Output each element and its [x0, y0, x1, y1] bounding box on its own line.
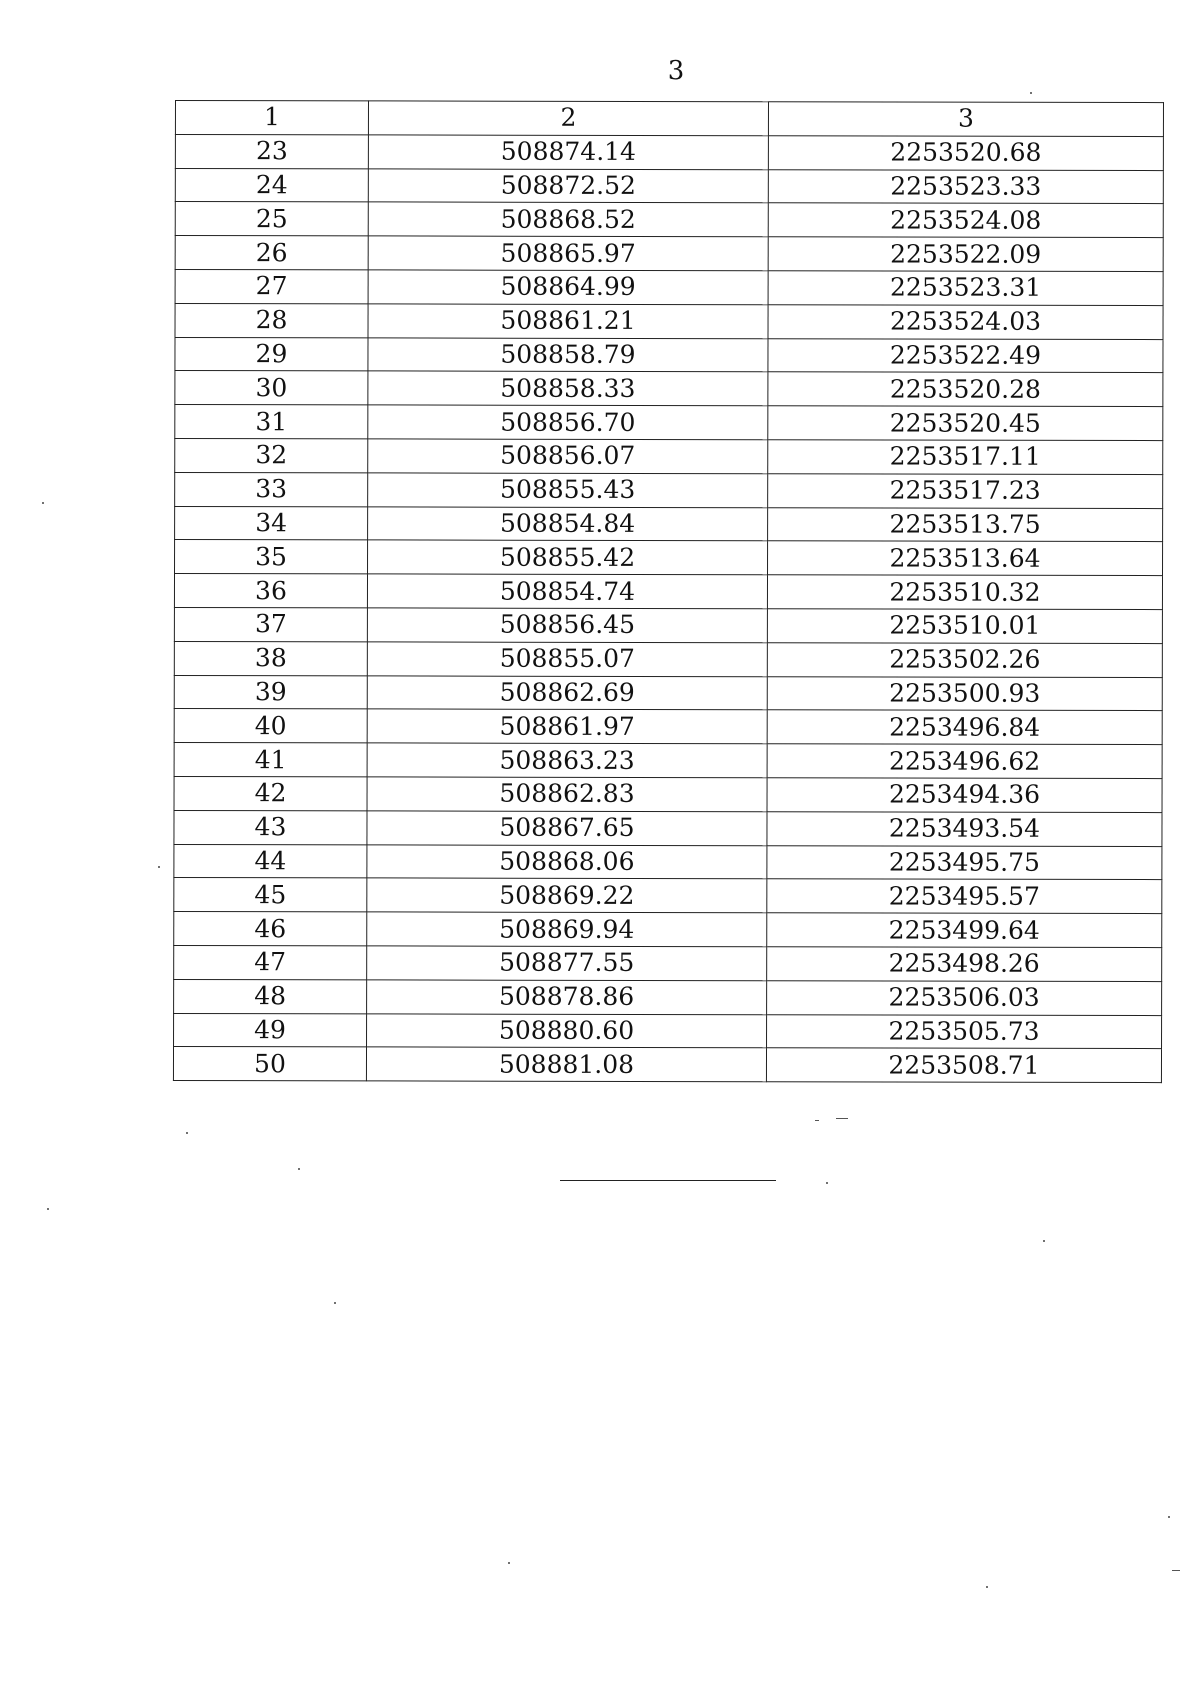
table-cell-col-3: 2253494.36 [767, 778, 1162, 813]
table-cell-col-1: 33 [175, 472, 368, 506]
table-row [175, 337, 1163, 373]
table-cell-col-1: 50 [173, 1047, 366, 1081]
table-cell-col-3: 2253513.75 [768, 507, 1163, 542]
scan-dash [815, 1120, 819, 1121]
table-cell-col-2: 508864.99 [368, 270, 768, 305]
table-cell-col-1: 29 [175, 337, 368, 371]
table-cell-col-3: 2253522.49 [768, 338, 1163, 373]
table-cell-col-2: 508878.86 [367, 980, 767, 1015]
scan-speck [1168, 1516, 1170, 1518]
table-cell-col-2: 508856.07 [368, 439, 768, 474]
scan-speck [826, 1182, 828, 1184]
table-cell-col-1: 38 [174, 641, 367, 675]
table-cell-col-3: 2253505.73 [767, 1014, 1162, 1049]
table-cell-col-2: 508865.97 [368, 236, 768, 271]
table-cell-col-1: 49 [174, 1013, 367, 1047]
table-cell-col-1: 41 [174, 743, 367, 777]
table-row [174, 912, 1162, 948]
table-cell-col-2: 508869.94 [367, 912, 767, 947]
table-cell-col-2: 508863.23 [367, 743, 767, 778]
table-cell-col-1: 26 [175, 236, 368, 270]
table-cell-col-2: 508855.43 [368, 473, 768, 508]
scan-dash [836, 1118, 848, 1119]
table-cell-col-3: 2253495.57 [767, 879, 1162, 914]
scan-speck [298, 1168, 300, 1170]
scan-speck [158, 866, 160, 868]
table-row [174, 1013, 1162, 1049]
table-cell-col-2: 508872.52 [368, 168, 768, 203]
table-cell-col-1: 48 [174, 979, 367, 1013]
table-row [175, 506, 1163, 542]
scan-speck [1043, 1240, 1045, 1242]
table-cell-col-1: 45 [174, 878, 367, 912]
column-header-2: 2 [368, 101, 768, 136]
table-row [175, 303, 1163, 339]
table-row [175, 202, 1163, 238]
scan-speck [986, 1586, 988, 1588]
table-row [175, 134, 1163, 170]
table-row [174, 607, 1162, 643]
table-cell-col-3: 2253502.26 [767, 642, 1162, 677]
table-cell-col-2: 508858.79 [368, 337, 768, 372]
scan-speck [508, 1562, 510, 1564]
table-cell-col-2: 508877.55 [367, 946, 767, 981]
table-cell-col-2: 508854.84 [368, 506, 768, 541]
scan-speck [334, 1302, 336, 1304]
table-row [174, 641, 1162, 677]
table-row [175, 540, 1163, 576]
table-cell-col-3: 2253520.45 [768, 406, 1163, 441]
table-cell-col-1: 25 [175, 202, 368, 236]
table-cell-col-1: 24 [175, 168, 368, 202]
column-header-1: 1 [175, 101, 368, 135]
table-cell-col-3: 2253499.64 [767, 913, 1162, 948]
table-cell-col-1: 23 [175, 134, 368, 168]
table-row [174, 844, 1162, 880]
table-cell-col-1: 40 [174, 709, 367, 743]
table-row [175, 236, 1163, 272]
table-row [175, 472, 1163, 508]
table-cell-col-2: 508869.22 [367, 878, 767, 913]
scan-dash [1172, 1570, 1180, 1571]
table-cell-col-1: 35 [175, 540, 368, 574]
table-cell-col-3: 2253506.03 [767, 980, 1162, 1015]
table-cell-col-2: 508858.33 [368, 371, 768, 406]
table-cell-col-2: 508856.70 [368, 405, 768, 440]
table-row [175, 438, 1163, 474]
table-row [175, 371, 1163, 407]
table-cell-col-1: 31 [175, 405, 368, 439]
table-cell-col-2: 508868.52 [368, 202, 768, 237]
table-row [174, 810, 1162, 846]
table-cell-col-3: 2253510.32 [767, 575, 1162, 610]
table-body [173, 134, 1163, 1082]
table-cell-col-3: 2253523.33 [768, 169, 1163, 204]
table-cell-col-1: 36 [174, 574, 367, 608]
table-row [173, 1047, 1161, 1083]
table-cell-col-3: 2253522.09 [768, 237, 1163, 272]
table-cell-col-3: 2253496.84 [767, 710, 1162, 745]
table-cell-col-1: 47 [174, 945, 367, 979]
table-row [175, 168, 1163, 204]
table-cell-col-2: 508861.97 [367, 709, 767, 744]
table-cell-col-3: 2253493.54 [767, 811, 1162, 846]
table-row [174, 675, 1162, 711]
table-cell-col-1: 28 [175, 303, 368, 337]
table-cell-col-2: 508854.74 [367, 574, 767, 609]
table-cell-col-2: 508880.60 [367, 1013, 767, 1048]
table-cell-col-2: 508881.08 [366, 1047, 766, 1082]
column-header-3: 3 [768, 102, 1163, 137]
table-cell-col-1: 37 [174, 607, 367, 641]
scan-speck [42, 502, 44, 504]
table-row [174, 709, 1162, 745]
table-cell-col-1: 44 [174, 844, 367, 878]
table-cell-col-3: 2253517.23 [768, 474, 1163, 509]
table-cell-col-3: 2253510.01 [767, 609, 1162, 644]
table-row [174, 743, 1162, 779]
table-cell-col-1: 34 [175, 506, 368, 540]
table-row [174, 979, 1162, 1015]
scan-speck [186, 1132, 188, 1134]
table-cell-col-3: 2253524.03 [768, 305, 1163, 340]
table-cell-col-2: 508855.42 [368, 540, 768, 575]
table-cell-col-2: 508856.45 [367, 608, 767, 643]
page-number: 3 [667, 56, 685, 86]
table-cell-col-3: 2253495.75 [767, 845, 1162, 880]
table-cell-col-3: 2253517.11 [768, 440, 1163, 475]
table-cell-col-2: 508867.65 [367, 811, 767, 846]
table-cell-col-3: 2253508.71 [766, 1048, 1161, 1083]
table-cell-col-2: 508862.69 [367, 675, 767, 710]
table-row [175, 405, 1163, 441]
table-cell-col-3: 2253520.28 [768, 372, 1163, 407]
table-cell-col-1: 43 [174, 810, 367, 844]
table-header-row [175, 101, 1163, 137]
table-cell-col-3: 2253500.93 [767, 676, 1162, 711]
table-cell-col-3: 2253513.64 [768, 541, 1163, 576]
table-cell-col-3: 2253498.26 [767, 947, 1162, 982]
table-cell-col-3: 2253524.08 [768, 203, 1163, 238]
table-cell-col-1: 39 [174, 675, 367, 709]
table-row [174, 878, 1162, 914]
table-cell-col-3: 2253496.62 [767, 744, 1162, 779]
scan-speck [47, 1208, 49, 1210]
table-cell-col-2: 508862.83 [367, 777, 767, 812]
table-cell-col-3: 2253523.31 [768, 271, 1163, 306]
table-cell-col-1: 46 [174, 912, 367, 946]
table-cell-col-1: 30 [175, 371, 368, 405]
table-cell-col-2: 508855.07 [367, 642, 767, 677]
table-cell-col-1: 42 [174, 776, 367, 810]
table-row [174, 574, 1162, 610]
table-row [174, 776, 1162, 812]
table-row [174, 945, 1162, 981]
table-cell-col-2: 508861.21 [368, 304, 768, 339]
table-cell-col-2: 508868.06 [367, 844, 767, 879]
table-cell-col-2: 508874.14 [368, 135, 768, 170]
coordinates-table [173, 100, 1164, 1083]
table-cell-col-3: 2253520.68 [768, 136, 1163, 171]
table-cell-col-1: 32 [175, 438, 368, 472]
table-cell-col-1: 27 [175, 269, 368, 303]
scan-speck [1030, 92, 1032, 94]
end-rule [560, 1180, 776, 1181]
table-row [175, 269, 1163, 305]
